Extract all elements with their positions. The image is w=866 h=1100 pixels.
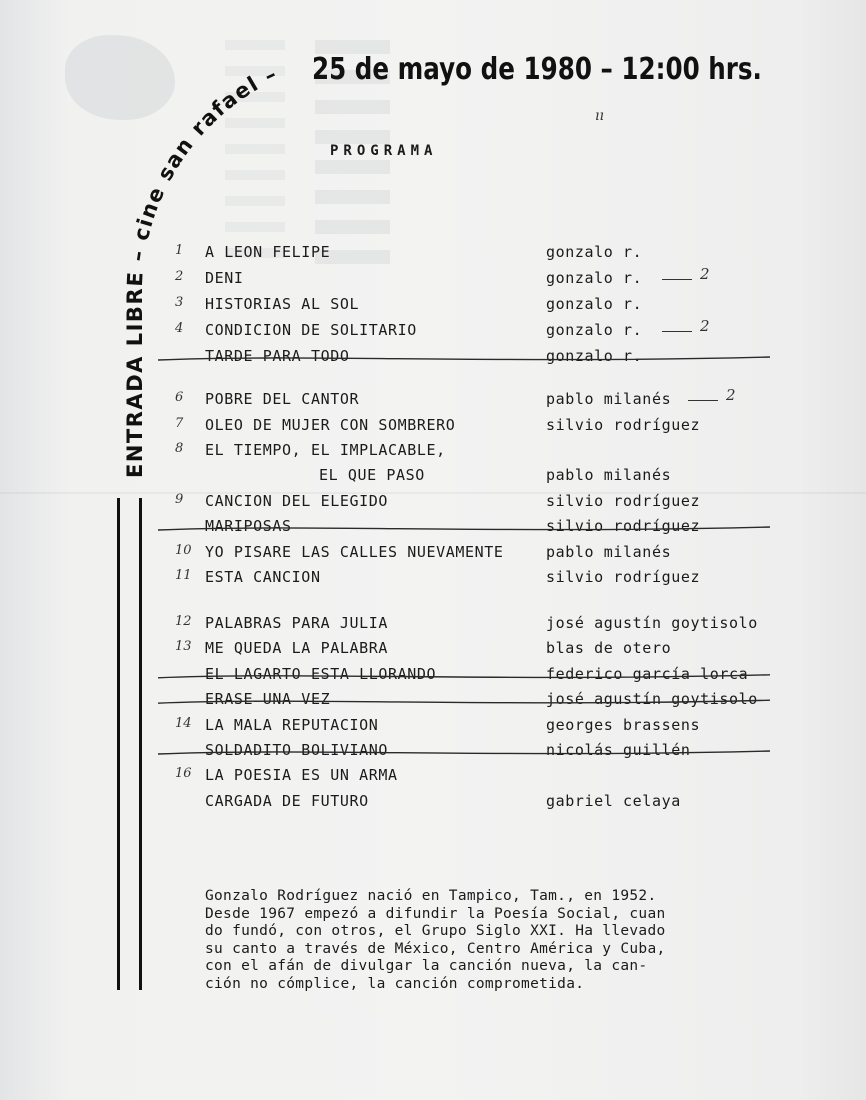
item-number: 3 <box>175 295 184 310</box>
item-author: pablo milanés <box>546 542 672 561</box>
handwritten-strikethrough <box>158 527 770 530</box>
item-author: gonzalo r. <box>546 269 643 287</box>
arc-header-textpath: ENTRADA LIBRE – cine san rafael – <box>122 61 282 478</box>
item-author: silvio rodríguez <box>546 517 701 535</box>
item-number: 7 <box>175 415 184 431</box>
item-author: josé agustín goytisolo <box>546 614 758 632</box>
item-author: josé agustín goytisolo <box>546 690 758 709</box>
performer-bio: Gonzalo Rodríguez nació en Tampico, Tam., en 1952. Desde 1967 empezó a difundir la Poesía Social, cuan do fundó, con otros, el Grupo Siglo XXI. Ha llevado su canto a través de México, Centro América y Cuba, con el afán de divulgar la canción nueva, la can- ción no cómplice, la canción comprometida. <box>205 888 666 992</box>
handwritten-strikethrough <box>158 751 770 754</box>
item-title: ME QUEDA LA PALABRA <box>205 639 388 658</box>
handwritten-tick-mark: ıı <box>595 108 604 124</box>
item-title-continued: EL QUE PASO <box>319 466 425 484</box>
item-title: LA POESIA ES UN ARMA <box>205 766 398 785</box>
item-author: gonzalo r. <box>546 295 643 313</box>
item-title: HISTORIAS AL SOL <box>205 295 360 313</box>
event-date-line: 25 de mayo de 1980 – 12:00 hrs. <box>312 52 762 87</box>
handwritten-count: 2 <box>726 386 736 404</box>
item-title: TARDE PARA TODO <box>205 347 350 365</box>
item-title: ERASE UNA VEZ <box>205 690 331 709</box>
item-number: 14 <box>175 715 192 731</box>
handwritten-strikethrough <box>158 357 770 360</box>
item-number: 11 <box>175 568 192 583</box>
item-author: georges brassens <box>546 715 701 734</box>
item-number: 8 <box>175 441 184 456</box>
handwritten-strikethrough <box>158 700 770 703</box>
item-number: 10 <box>175 542 192 558</box>
handwritten-strikethrough <box>158 675 770 678</box>
handwritten-count: 2 <box>700 317 710 335</box>
item-title: CANCION DEL ELEGIDO <box>205 491 388 510</box>
item-author: nicolás guillén <box>546 741 691 759</box>
item-number: 16 <box>175 766 192 782</box>
item-title: POBRE DEL CANTOR <box>205 390 360 408</box>
item-number: 9 <box>175 491 184 507</box>
item-author: pablo milanés <box>546 390 672 408</box>
item-number: 6 <box>175 390 184 405</box>
item-author: gonzalo r. <box>546 347 643 365</box>
item-title: A LEON FELIPE <box>205 243 331 261</box>
item-author: blas de otero <box>546 639 672 658</box>
item-title: LA MALA REPUTACION <box>205 715 379 734</box>
item-number: 13 <box>175 639 192 655</box>
item-author: gonzalo r. <box>546 321 643 339</box>
item-author: pablo milanés <box>546 466 672 484</box>
item-title: ESTA CANCION <box>205 568 321 586</box>
item-title: OLEO DE MUJER CON SOMBRERO <box>205 415 456 434</box>
item-title: DENI <box>205 269 244 287</box>
item-title: MARIPOSAS <box>205 517 292 535</box>
item-number: 1 <box>175 243 184 258</box>
item-title: YO PISARE LAS CALLES NUEVAMENTE <box>205 542 504 561</box>
item-title: CARGADA DE FUTURO <box>205 791 369 810</box>
item-author: federico garcía lorca <box>546 664 749 683</box>
item-author: gabriel celaya <box>546 791 681 810</box>
item-title: EL LAGARTO ESTA LLORANDO <box>205 664 437 683</box>
item-author: gonzalo r. <box>546 243 643 261</box>
item-title: EL TIEMPO, EL IMPLACABLE, <box>205 441 446 459</box>
handwritten-count: 2 <box>700 265 710 283</box>
item-author: silvio rodríguez <box>546 491 701 510</box>
item-number: 4 <box>175 321 184 336</box>
item-author: silvio rodríguez <box>546 568 701 586</box>
item-title: PALABRAS PARA JULIA <box>205 614 388 632</box>
item-number: 2 <box>175 269 184 284</box>
item-title: SOLDADITO BOLIVIANO <box>205 741 388 759</box>
item-number: 12 <box>175 614 192 629</box>
item-author: silvio rodríguez <box>546 415 701 434</box>
item-title: CONDICION DE SOLITARIO <box>205 321 417 339</box>
program-heading: PROGRAMA <box>330 143 438 159</box>
